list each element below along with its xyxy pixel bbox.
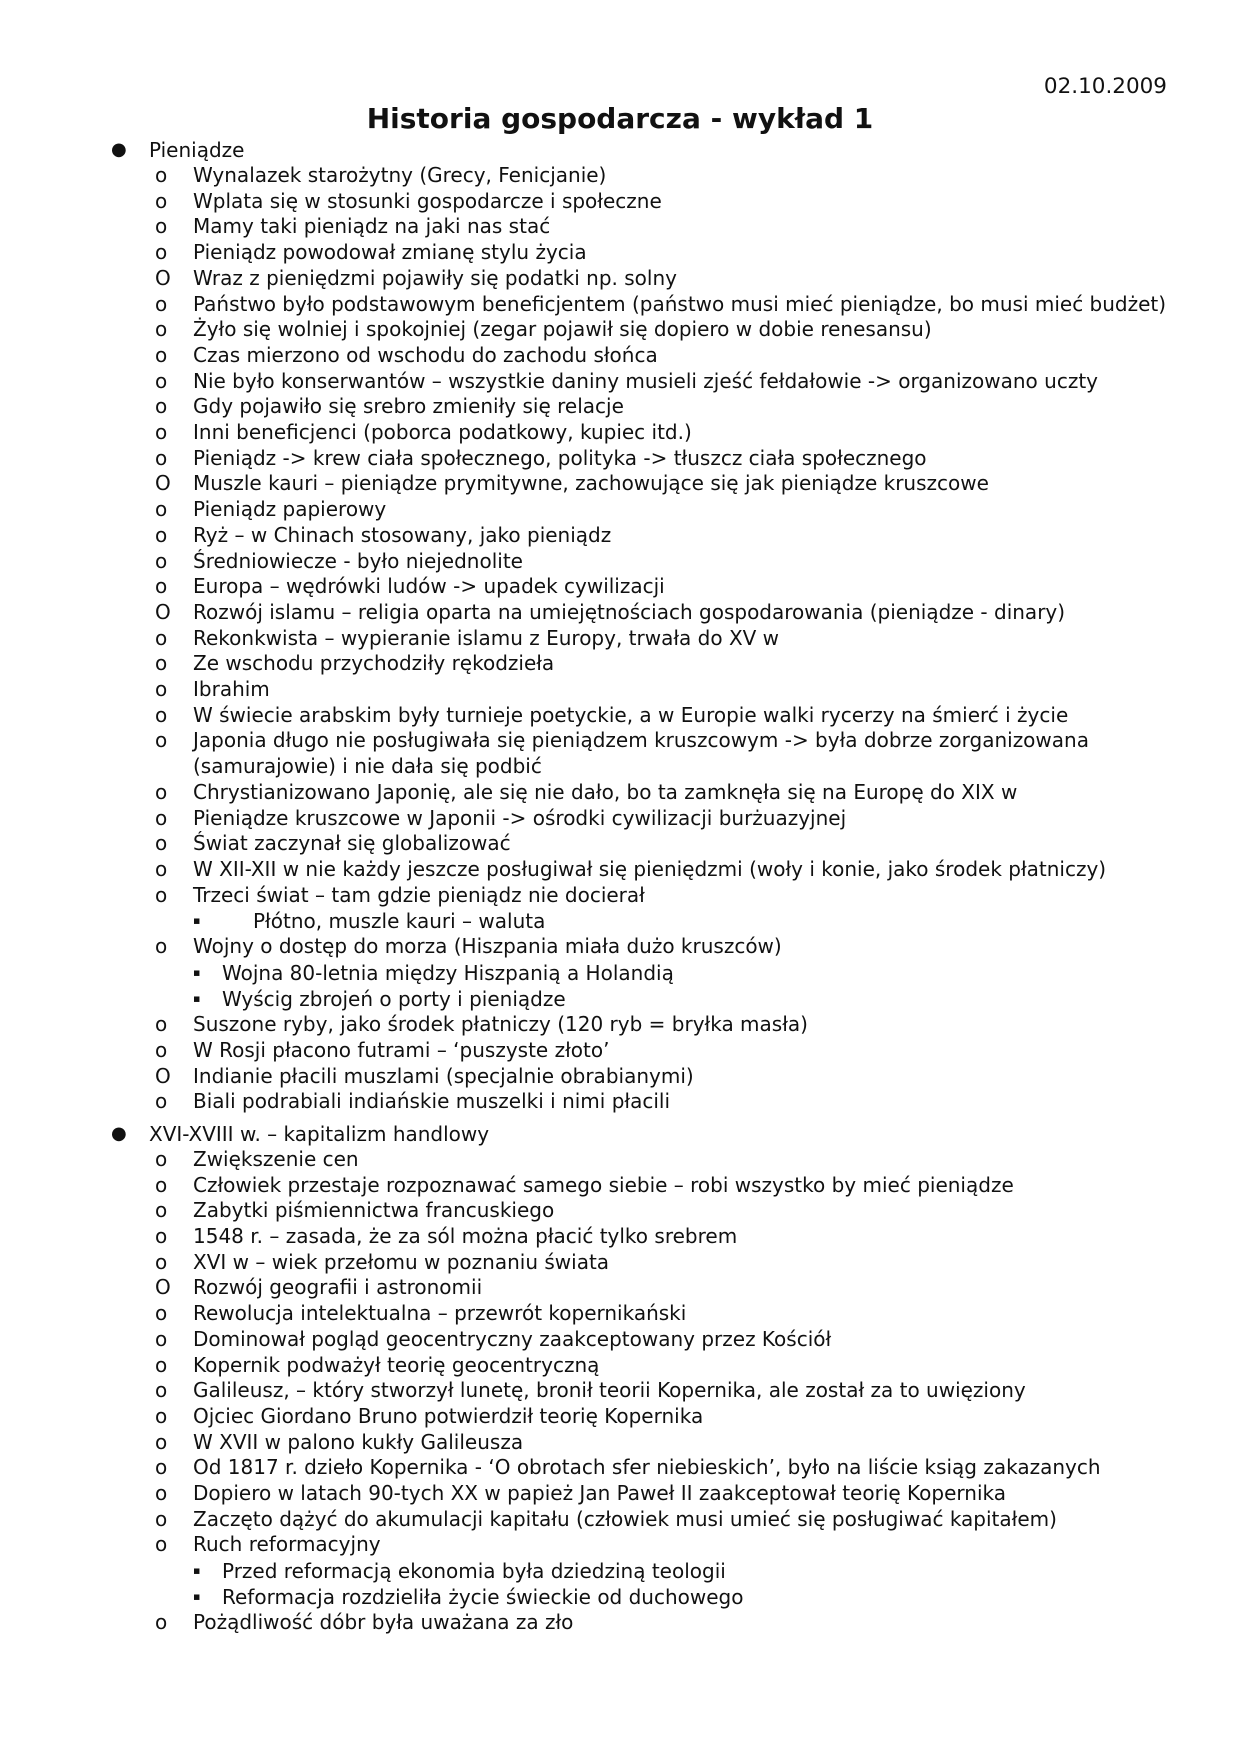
circle-bullet-icon: o bbox=[155, 188, 168, 213]
circle-bullet-icon: O bbox=[155, 599, 171, 624]
sub-list bbox=[0, 1558, 1240, 1610]
section-heading-text: Pieniądze bbox=[149, 138, 245, 162]
list-item bbox=[0, 1173, 1240, 1199]
list-item-text: Rekonkwista – wypieranie islamu z Europy, trwała do XV w bbox=[193, 625, 780, 650]
list-item bbox=[0, 523, 1240, 549]
list-item bbox=[0, 394, 1240, 420]
list-item-text: Ibrahim bbox=[193, 677, 270, 702]
list-item bbox=[0, 626, 1240, 652]
circle-bullet-icon: o bbox=[155, 1224, 168, 1249]
square-bullet-icon: ▪ bbox=[193, 1590, 201, 1604]
circle-bullet-icon: o bbox=[155, 497, 168, 522]
list-item-text: Zabytki piśmiennictwa francuskiego bbox=[193, 1198, 555, 1223]
list-item-text: Trzeci świat – tam gdzie pieniądz nie docierał bbox=[193, 882, 645, 907]
circle-bullet-icon: o bbox=[155, 163, 168, 187]
list-item-text: 1548 r. – zasada, że za sól można płacić tylko srebrem bbox=[193, 1224, 738, 1249]
circle-bullet-icon: o bbox=[155, 240, 168, 265]
sub-list-item-text: Reformacja rozdzieliła życie świeckie od duchowego bbox=[222, 1585, 744, 1610]
list-item-text: Inni beneficjenci (poborca podatkowy, kupiec itd.) bbox=[193, 420, 692, 445]
circle-bullet-icon: o bbox=[155, 856, 168, 881]
list-item-text: Czas mierzono od wschodu do zachodu słońca bbox=[193, 342, 658, 367]
list-item-text: Gdy pojawiło się srebro zmieniły się relacje bbox=[193, 394, 624, 419]
list-item bbox=[0, 1532, 1240, 1558]
circle-bullet-icon: o bbox=[155, 317, 168, 342]
list-item bbox=[0, 574, 1240, 600]
circle-bullet-icon: o bbox=[155, 1352, 168, 1377]
item-list bbox=[0, 163, 1240, 1115]
list-item bbox=[0, 780, 1240, 806]
circle-bullet-icon: o bbox=[155, 368, 168, 393]
sub-list-item bbox=[0, 1584, 1240, 1610]
list-item bbox=[0, 446, 1240, 472]
circle-bullet-icon: o bbox=[155, 1037, 168, 1062]
circle-bullet-icon: o bbox=[155, 1198, 168, 1223]
list-item bbox=[0, 214, 1240, 240]
list-item bbox=[0, 471, 1240, 497]
bullet-icon: ● bbox=[111, 139, 127, 160]
circle-bullet-icon: o bbox=[155, 342, 168, 367]
list-item-text: Galileusz, – który stworzył lunetę, bronił teorii Kopernika, ale został za to uwięziony bbox=[193, 1378, 1026, 1403]
document-date: 02.10.2009 bbox=[1043, 74, 1167, 99]
circle-bullet-icon: O bbox=[155, 471, 171, 496]
sub-list-item-text: Płótno, muszle kauri – waluta bbox=[253, 909, 546, 934]
circle-bullet-icon: o bbox=[155, 1146, 168, 1171]
list-item bbox=[0, 1224, 1240, 1250]
circle-bullet-icon: o bbox=[155, 1378, 168, 1403]
outline-section bbox=[0, 1121, 1240, 1636]
list-item bbox=[0, 651, 1240, 677]
circle-bullet-icon: O bbox=[155, 1063, 171, 1088]
list-item bbox=[0, 1430, 1240, 1456]
circle-bullet-icon: o bbox=[155, 445, 168, 470]
section-heading-text: XVI-XVIII w. – kapitalizm handlowy bbox=[149, 1121, 490, 1146]
document-body bbox=[0, 137, 1240, 1636]
circle-bullet-icon: o bbox=[155, 779, 168, 804]
list-item bbox=[0, 163, 1240, 189]
list-item-text: Średniowiecze - było niejednolite bbox=[193, 548, 523, 573]
circle-bullet-icon: o bbox=[155, 934, 168, 959]
circle-bullet-icon: o bbox=[155, 1249, 168, 1274]
circle-bullet-icon: O bbox=[155, 265, 171, 290]
list-item bbox=[0, 857, 1240, 883]
list-item-text: Wraz z pieniędzmi pojawiły się podatki np. solny bbox=[193, 265, 677, 290]
list-item-text: Mamy taki pieniądz na jaki nas stać bbox=[193, 214, 551, 239]
list-item bbox=[0, 240, 1240, 266]
list-item-text: Rozwój islamu – religia oparta na umiejętnościach gospodarowania (pieniądze - dinary) bbox=[193, 599, 1066, 624]
circle-bullet-icon: o bbox=[155, 420, 168, 445]
list-item bbox=[0, 1610, 1240, 1636]
square-bullet-icon: ▪ bbox=[193, 914, 201, 928]
list-item-text: Pieniądz -> krew ciała społecznego, polityka -> tłuszcz ciała społecznego bbox=[193, 445, 927, 470]
list-item-text: Indianie płacili muszlami (specjalnie obrabianymi) bbox=[193, 1063, 694, 1088]
circle-bullet-icon: o bbox=[155, 574, 168, 599]
list-item-text: W Rosji płacono futrami – ‘puszyste złoto’ bbox=[193, 1037, 610, 1062]
list-item-text: Nie było konserwantów – wszystkie daniny musieli zjeść fełdałowie -> organizowano uczty bbox=[193, 368, 1098, 393]
list-item-text: Dopiero w latach 90-tych XX w papież Jan Paweł II zaakceptował teorię Kopernika bbox=[193, 1481, 1006, 1506]
list-item-text: Biali podrabiali indiańskie muszelki i nimi płacili bbox=[193, 1089, 671, 1114]
sub-list bbox=[0, 960, 1240, 1012]
list-item bbox=[0, 1353, 1240, 1379]
list-item-text: Pieniądze kruszcowe w Japonii -> ośrodki cywilizacji burżuazyjnej bbox=[193, 805, 847, 830]
list-item bbox=[0, 1275, 1240, 1301]
list-item bbox=[0, 549, 1240, 575]
circle-bullet-icon: o bbox=[155, 1481, 168, 1506]
circle-bullet-icon: o bbox=[155, 1012, 168, 1037]
circle-bullet-icon: o bbox=[155, 1403, 168, 1428]
list-item-text: Wplata się w stosunki gospodarcze i społeczne bbox=[193, 188, 662, 213]
list-item-text: Ojciec Giordano Bruno potwierdził teorię Kopernika bbox=[193, 1403, 704, 1428]
list-item-text: W świecie arabskim były turnieje poetyckie, a w Europie walki rycerzy na śmierć i życie bbox=[193, 702, 1069, 727]
list-item bbox=[0, 1378, 1240, 1404]
circle-bullet-icon: o bbox=[155, 1172, 168, 1197]
list-item-text: Europa – wędrówki ludów -> upadek cywilizacji bbox=[193, 574, 665, 599]
list-item-text: Dominował pogląd geocentryczny zaakceptowany przez Kościół bbox=[193, 1326, 832, 1351]
list-item bbox=[0, 1064, 1240, 1090]
circle-bullet-icon: o bbox=[155, 831, 168, 856]
list-item bbox=[0, 369, 1240, 395]
list-item bbox=[0, 189, 1240, 215]
circle-bullet-icon: o bbox=[155, 1532, 168, 1557]
sub-list-item-text: Przed reformacją ekonomia była dziedziną teologii bbox=[222, 1559, 726, 1584]
square-bullet-icon: ▪ bbox=[193, 966, 201, 980]
list-item bbox=[0, 677, 1240, 703]
list-item-text: Państwo było podstawowym beneficjentem (państwo musi mieć pieniądze, bo musi mieć budżet) bbox=[193, 291, 1167, 316]
list-item bbox=[0, 1147, 1240, 1173]
outline-section bbox=[0, 137, 1240, 1115]
list-item-text: Świat zaczynał się globalizować bbox=[193, 831, 511, 856]
circle-bullet-icon: o bbox=[155, 522, 168, 547]
list-item-text: W XII-XII w nie każdy jeszcze posługiwał się pieniędzmi (woły i konie, jako środek płatniczy) bbox=[193, 856, 1107, 881]
circle-bullet-icon: o bbox=[155, 394, 168, 419]
list-item bbox=[0, 1404, 1240, 1430]
list-item-text: Wojny o dostęp do morza (Hiszpania miała dużo kruszców) bbox=[193, 934, 782, 959]
circle-bullet-icon: o bbox=[155, 1326, 168, 1351]
list-item bbox=[0, 600, 1240, 626]
list-item-text: Chrystianizowano Japonię, ale się nie dało, bo ta zamknęła się na Europę do XIX w bbox=[193, 779, 1018, 804]
list-item bbox=[0, 317, 1240, 343]
square-bullet-icon: ▪ bbox=[193, 1564, 201, 1578]
list-item bbox=[0, 1089, 1240, 1115]
list-item-text: Rozwój geografii i astronomii bbox=[193, 1275, 483, 1300]
list-item bbox=[0, 703, 1240, 729]
circle-bullet-icon: o bbox=[155, 882, 168, 907]
list-item-text: Od 1817 r. dzieło Kopernika - ‘O obrotach sfer niebieskich’, było na liście ksiąg zakazanych bbox=[193, 1455, 1101, 1480]
section-heading bbox=[0, 1121, 1240, 1147]
sub-list-item bbox=[0, 908, 1240, 934]
list-item-text: Rewolucja intelektualna – przewrót kopernikański bbox=[193, 1301, 687, 1326]
list-item bbox=[0, 1012, 1240, 1038]
circle-bullet-icon: o bbox=[155, 1301, 168, 1326]
list-item bbox=[0, 883, 1240, 909]
list-item-text: Ruch reformacyjny bbox=[193, 1532, 381, 1557]
list-item-text: XVI w – wiek przełomu w poznaniu świata bbox=[193, 1249, 610, 1274]
sub-list-item bbox=[0, 986, 1240, 1012]
list-item-text: Ze wschodu przychodziły rękodzieła bbox=[193, 651, 555, 676]
list-item-text: Kopernik podważył teorię geocentryczną bbox=[193, 1352, 600, 1377]
list-item-text: Człowiek przestaje rozpoznawać samego siebie – robi wszystko by mieć pieniądze bbox=[193, 1172, 1014, 1197]
circle-bullet-icon: o bbox=[155, 1429, 168, 1454]
list-item-text: Ryż – w Chinach stosowany, jako pieniądz bbox=[193, 522, 612, 547]
list-item-text: Zaczęto dążyć do akumulacji kapitału (człowiek musi umieć się posługiwać kapitałem) bbox=[193, 1506, 1057, 1531]
list-item bbox=[0, 934, 1240, 960]
list-item bbox=[0, 1198, 1240, 1224]
document-title: Historia gospodarcza - wykład 1 bbox=[366, 102, 874, 135]
circle-bullet-icon: o bbox=[155, 651, 168, 676]
circle-bullet-icon: O bbox=[155, 1275, 171, 1300]
list-item bbox=[0, 1038, 1240, 1064]
sub-list-item-text: Wyścig zbrojeń o porty i pieniądze bbox=[222, 987, 566, 1012]
list-item bbox=[0, 728, 1240, 779]
circle-bullet-icon: o bbox=[155, 677, 168, 702]
list-item bbox=[0, 806, 1240, 832]
list-item bbox=[0, 292, 1240, 318]
list-item-text: Wynalazek starożytny (Grecy, Fenicjanie) bbox=[193, 163, 607, 187]
list-item bbox=[0, 420, 1240, 446]
circle-bullet-icon: o bbox=[155, 1455, 168, 1480]
circle-bullet-icon: o bbox=[155, 1506, 168, 1531]
item-list bbox=[0, 1147, 1240, 1636]
list-item bbox=[0, 1455, 1240, 1481]
list-item-text: Pieniądz powodował zmianę stylu życia bbox=[193, 240, 587, 265]
section-heading bbox=[0, 137, 1240, 163]
circle-bullet-icon: o bbox=[155, 548, 168, 573]
sub-list-item-text: Wojna 80-letnia między Hiszpanią a Holandią bbox=[222, 961, 674, 986]
list-item bbox=[0, 266, 1240, 292]
circle-bullet-icon: o bbox=[155, 728, 168, 753]
list-item bbox=[0, 1327, 1240, 1353]
list-item-text: Japonia długo nie posługiwała się pieniądzem kruszcowym -> była dobrze zorganizowana (samurajowie) i nie dała się podbić bbox=[193, 728, 1089, 779]
circle-bullet-icon: o bbox=[155, 214, 168, 239]
list-item bbox=[0, 1250, 1240, 1276]
list-item bbox=[0, 497, 1240, 523]
square-bullet-icon: ▪ bbox=[193, 992, 201, 1006]
list-item-text: Pieniądz papierowy bbox=[193, 497, 387, 522]
circle-bullet-icon: o bbox=[155, 702, 168, 727]
list-item bbox=[0, 831, 1240, 857]
circle-bullet-icon: o bbox=[155, 291, 168, 316]
sub-list-item bbox=[0, 960, 1240, 986]
sub-list bbox=[0, 908, 1240, 934]
circle-bullet-icon: o bbox=[155, 805, 168, 830]
list-item bbox=[0, 343, 1240, 369]
list-item bbox=[0, 1507, 1240, 1533]
list-item-text: Muszle kauri – pieniądze prymitywne, zachowujące się jak pieniądze kruszcowe bbox=[193, 471, 989, 496]
bullet-icon: ● bbox=[111, 1122, 127, 1144]
list-item-text: Zwiększenie cen bbox=[193, 1146, 359, 1171]
list-item-text: Pożądliwość dóbr była uważana za zło bbox=[193, 1610, 574, 1635]
list-item bbox=[0, 1301, 1240, 1327]
circle-bullet-icon: o bbox=[155, 625, 168, 650]
list-item-text: W XVII w palono kukły Galileusza bbox=[193, 1429, 524, 1454]
sub-list-item bbox=[0, 1558, 1240, 1584]
circle-bullet-icon: o bbox=[155, 1610, 168, 1635]
list-item-text: Suszone ryby, jako środek płatniczy (120 ryb = bryłka masła) bbox=[193, 1012, 808, 1037]
list-item-text: Żyło się wolniej i spokojniej (zegar pojawił się dopiero w dobie renesansu) bbox=[193, 317, 932, 342]
list-item bbox=[0, 1481, 1240, 1507]
circle-bullet-icon: o bbox=[155, 1089, 168, 1114]
